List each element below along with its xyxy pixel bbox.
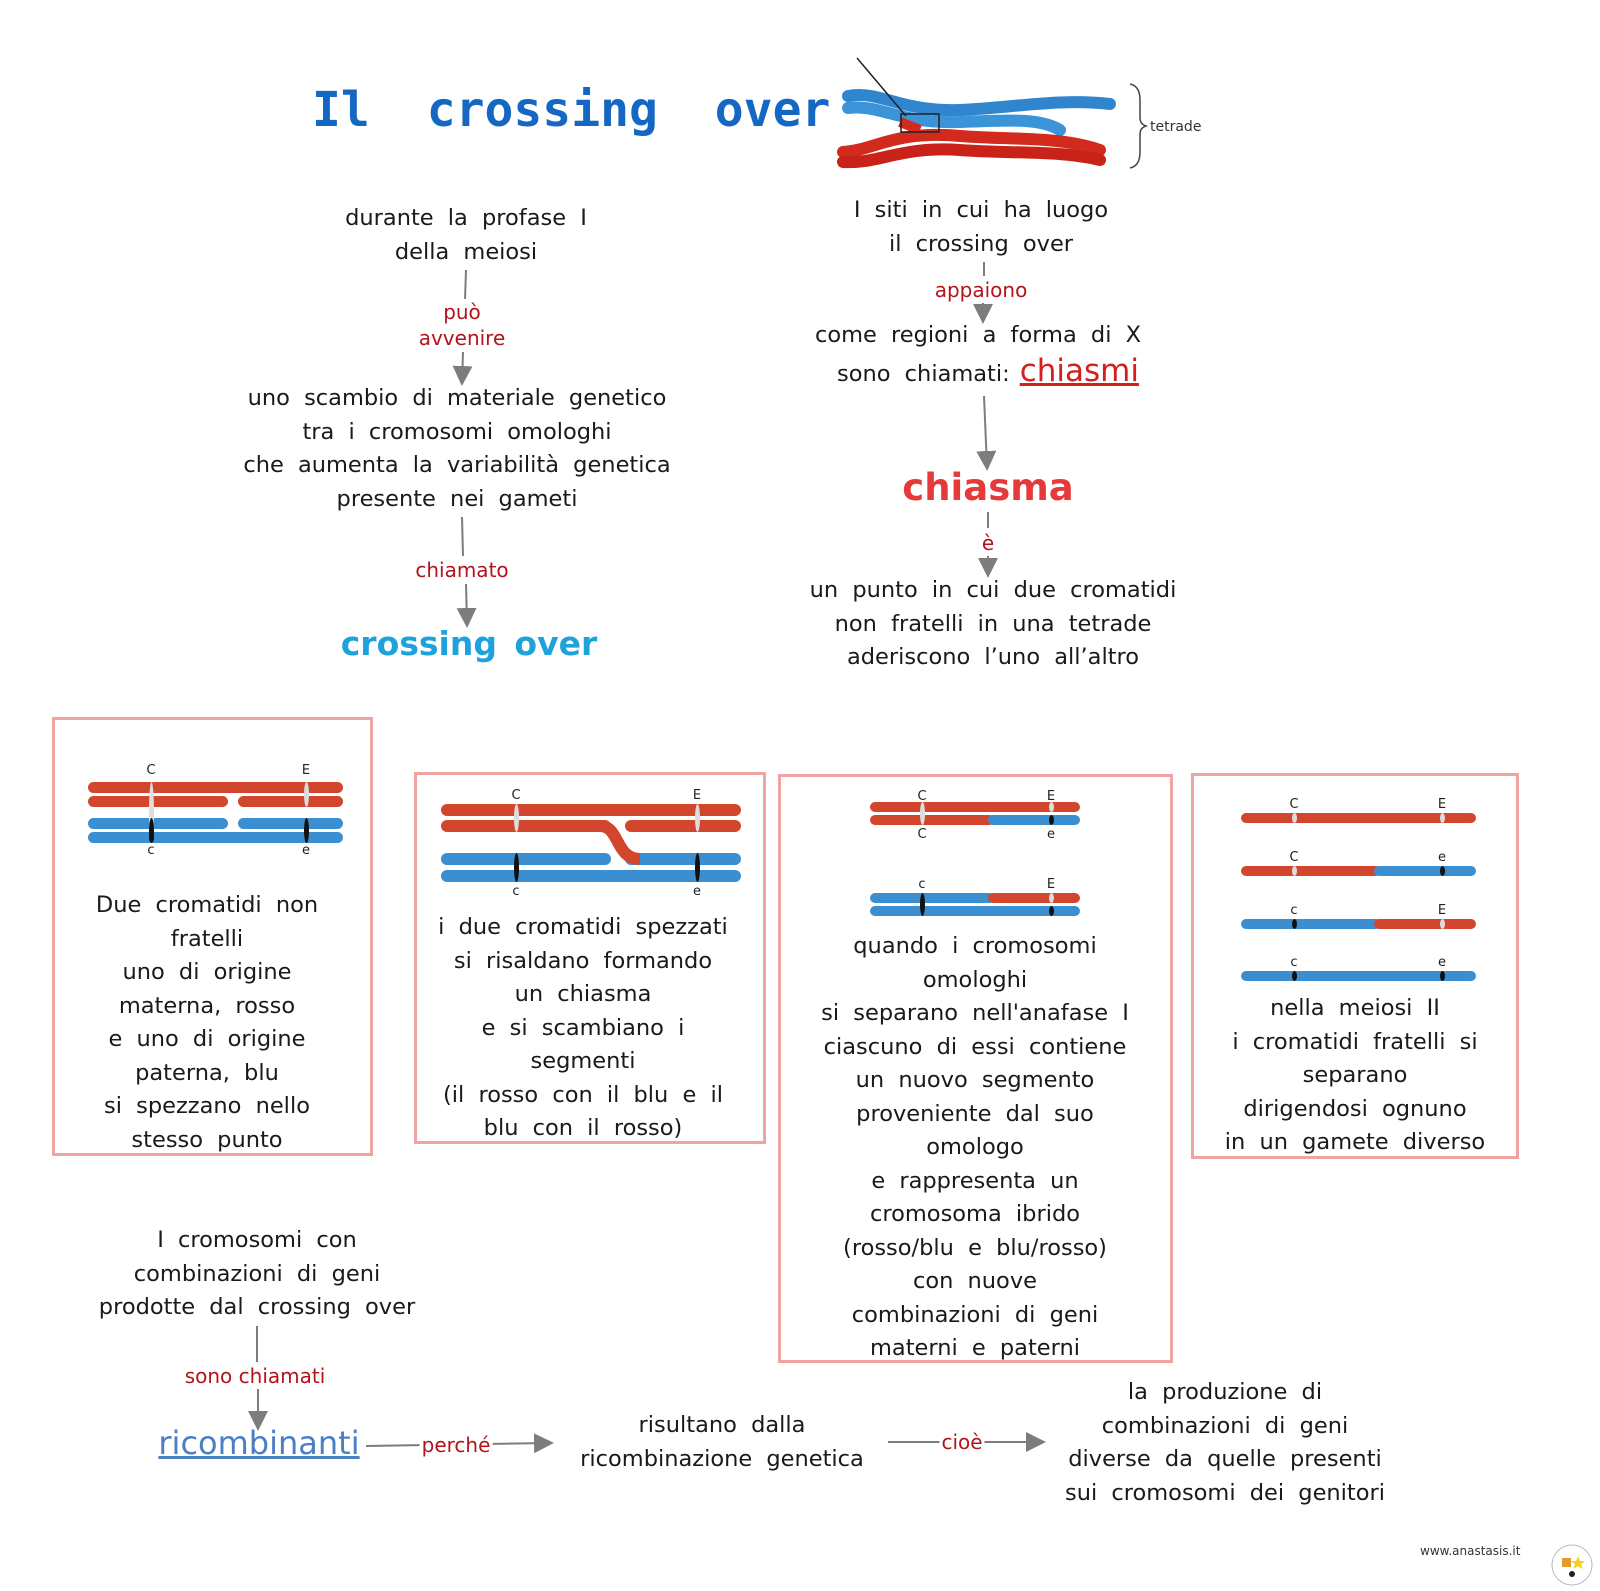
link-label-appaiono: appaiono	[934, 278, 1028, 302]
connector-line	[465, 270, 466, 300]
text-line: con nuove	[912, 1268, 1037, 1294]
allele-label: C	[917, 789, 927, 804]
allele-label: E	[1046, 789, 1056, 804]
text-line: tra i cromosomi omologhi	[302, 418, 612, 445]
tetrad-illustration	[843, 58, 1201, 168]
chiasma-term: chiasma	[902, 466, 1074, 509]
allele-label: e	[693, 884, 701, 899]
recombinant-intro	[99, 1224, 415, 1325]
link-label-cioe: cioè	[941, 1430, 983, 1454]
text-line: prodotte dal crossing over	[98, 1294, 416, 1320]
text-line: paterna, blu	[135, 1059, 279, 1086]
connector-arrow	[984, 396, 987, 467]
text-line: cromosoma ibrido	[869, 1201, 1081, 1227]
text-line: proveniente dal suo	[856, 1100, 1094, 1127]
text-line: in un gamete diverso	[1224, 1129, 1486, 1155]
link-label-sono-chiamati: sono chiamati	[184, 1364, 326, 1388]
text-line: I cromosomi con	[157, 1227, 357, 1253]
step-1-text	[96, 889, 318, 1157]
allele-label: C	[1289, 797, 1299, 812]
allele-label: c	[918, 877, 926, 892]
text-line: risultano dalla	[638, 1412, 806, 1438]
text-line: la produzione di	[1127, 1379, 1323, 1405]
text-line: si spezzano nello	[104, 1093, 310, 1119]
text-line: può	[443, 300, 481, 324]
allele-label: c	[147, 843, 155, 858]
text-line: (rosso/blu e blu/rosso)	[843, 1234, 1107, 1261]
text-line: combinazioni di geni	[851, 1301, 1099, 1328]
text-line: nella meiosi II	[1270, 995, 1440, 1021]
text-line: i due cromatidi spezzati	[438, 914, 728, 940]
text-line: un chiasma	[514, 981, 652, 1007]
chiasma-definition	[810, 574, 1177, 675]
allele-label: c	[512, 884, 520, 899]
allele-label: e	[1438, 955, 1446, 970]
tetrade-label: tetrade	[1150, 119, 1202, 135]
text-line: uno scambio di materiale genetico	[247, 385, 667, 411]
text-line: aderiscono l’uno all’altro	[846, 644, 1140, 670]
allele-label: C	[146, 763, 156, 778]
called-text	[837, 355, 1139, 392]
link-label-puo-avvenire	[417, 299, 508, 351]
text-line: durante la profase I	[345, 205, 587, 231]
text-line: e rappresenta un	[871, 1167, 1079, 1194]
connector-line	[462, 517, 463, 556]
text-line: si risaldano formando	[453, 947, 713, 974]
text-line: un nuovo segmento	[855, 1067, 1095, 1093]
allele-label: E	[1437, 797, 1447, 812]
text-line: i cromatidi fratelli si	[1232, 1028, 1478, 1055]
text-line: della meiosi	[394, 238, 538, 265]
allele-label: c	[1290, 903, 1298, 918]
text-line: (il rosso con il blu e il	[443, 1081, 723, 1108]
step-3-text	[821, 930, 1129, 1366]
allele-label: E	[1437, 903, 1447, 918]
link-label-e: è	[981, 531, 995, 555]
chiasmi-term: chiasmi	[1019, 353, 1139, 389]
shape-text	[815, 319, 1141, 353]
text-line: e uno di origine	[108, 1026, 306, 1052]
text-line: non fratelli in una tetrade	[834, 610, 1152, 637]
crossing-over-term: crossing over	[340, 624, 598, 663]
text-line: omologo	[926, 1134, 1024, 1160]
text-line: materna, rosso	[118, 992, 296, 1019]
text-line: uno di origine	[122, 959, 292, 985]
text-line: come regioni a forma di X	[814, 322, 1142, 348]
exchange-text	[243, 382, 670, 516]
text-line: quando i cromosomi	[853, 933, 1097, 959]
text-line: ciascuno di essi contiene	[823, 1033, 1127, 1060]
text-line: un punto in cui due cromatidi	[809, 577, 1177, 603]
supermappe-logo	[1552, 1545, 1592, 1585]
text-line: ricombinazione genetica	[580, 1445, 864, 1472]
text-line: materni e paterni	[869, 1335, 1080, 1361]
text-line: avvenire	[418, 326, 506, 350]
text-line: segmenti	[530, 1048, 636, 1074]
text-line: stesso punto	[131, 1126, 283, 1153]
reason-text	[580, 1409, 864, 1476]
text-line: sui cromosomi dei genitori	[1064, 1479, 1386, 1506]
text-line: e si scambiano i	[481, 1014, 685, 1041]
allele-label: c	[1290, 955, 1298, 970]
text-line: blu con il rosso)	[483, 1115, 683, 1141]
allele-label: e	[1047, 827, 1055, 842]
text-line: combinazioni di geni	[1101, 1412, 1349, 1439]
text-line: diverse da quelle presenti	[1068, 1446, 1382, 1472]
ricombinanti-term: ricombinanti	[158, 1424, 360, 1462]
allele-label: E	[1046, 877, 1056, 892]
allele-label: E	[692, 788, 702, 803]
text-line: omologhi	[922, 966, 1028, 993]
footer-site: www.anastasis.it	[1420, 1544, 1521, 1558]
link-label-perche: perché	[421, 1433, 491, 1457]
text-line: il crossing over	[888, 230, 1074, 257]
text-line: che aumenta la variabilità genetica	[243, 452, 671, 478]
text-line: fratelli	[170, 925, 244, 952]
allele-label: C	[917, 827, 927, 842]
text-line: I siti in cui ha luogo	[853, 197, 1109, 223]
text-line: Due cromatidi non	[95, 892, 319, 918]
allele-label: E	[301, 763, 311, 778]
text-line: si separano nell'anafase I	[821, 1000, 1129, 1026]
allele-label: e	[1438, 850, 1446, 865]
page-title: Il crossing over	[312, 82, 831, 138]
text-line: presente nei gameti	[336, 485, 578, 512]
intro-text	[345, 202, 587, 269]
text-line: combinazioni di geni	[133, 1260, 381, 1287]
text-line: sono chiamati:	[837, 361, 1010, 387]
allele-label: e	[302, 843, 310, 858]
text-line: separano	[1302, 1062, 1408, 1088]
allele-label: C	[1289, 850, 1299, 865]
allele-label: C	[511, 788, 521, 803]
text-line: dirigendosi ognuno	[1243, 1095, 1467, 1122]
link-label-chiamato: chiamato	[415, 558, 509, 582]
step-4-text	[1225, 992, 1485, 1160]
step-2-text	[438, 911, 728, 1146]
connector-arrow	[466, 584, 467, 624]
connector-arrow	[462, 352, 463, 382]
meaning-text	[1065, 1376, 1385, 1510]
sites-text	[854, 194, 1108, 261]
